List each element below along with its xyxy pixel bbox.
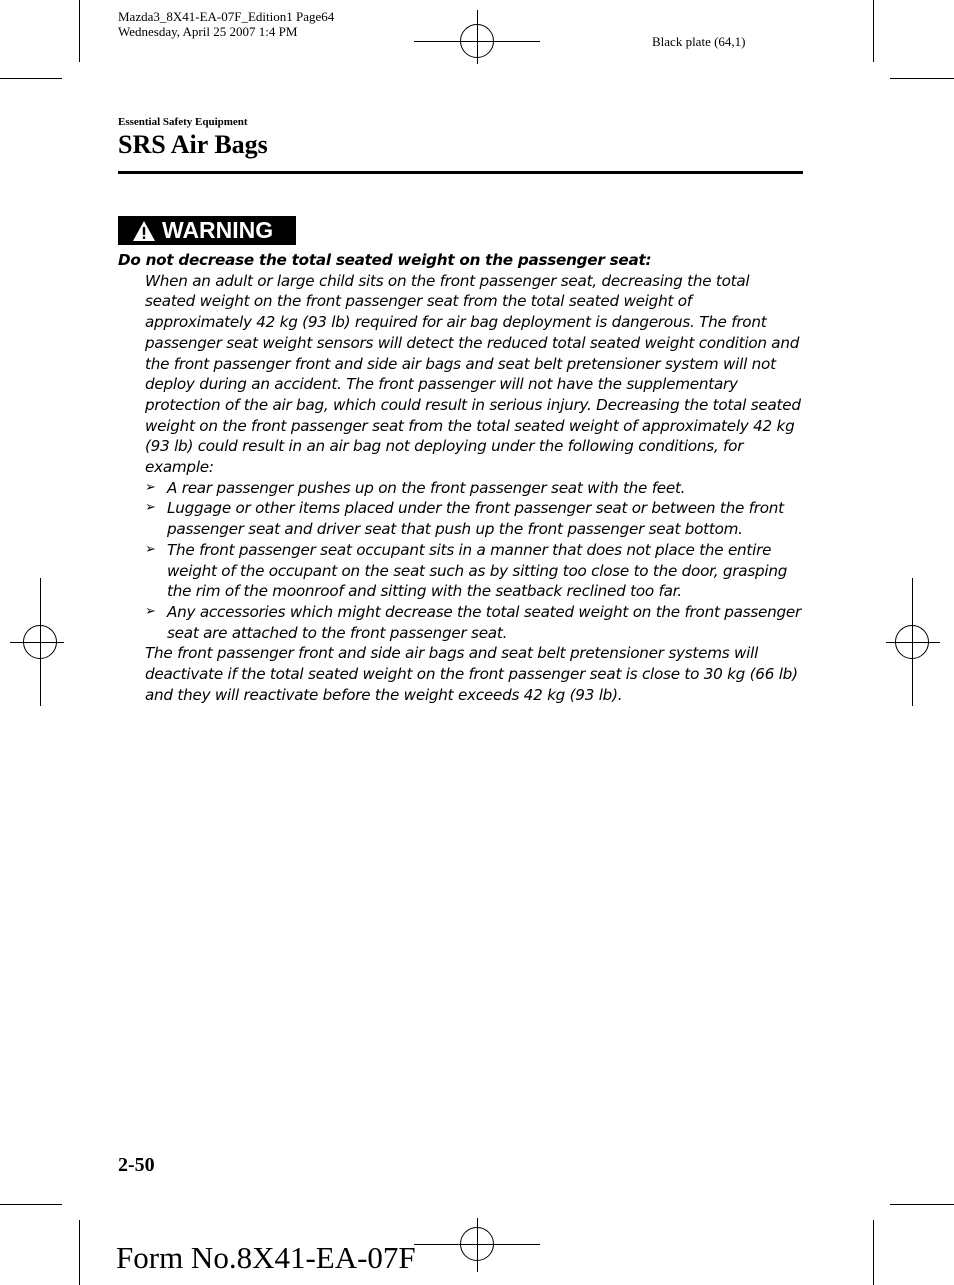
print-file-line: Mazda3_8X41-EA-07F_Edition1 Page64: [118, 9, 335, 24]
print-info: [118, 9, 334, 39]
list-item-text: The front passenger seat occupant sits in a manner that does not place the entire weight of the occupant on the seat such as by sitting too close to the door, grasping the rim of the moonroof and sitting with the seatback reclined too far.: [167, 540, 788, 601]
print-date-line: Wednesday, April 25 2007 1:4 PM: [118, 24, 298, 39]
list-item: [145, 478, 803, 499]
title-rule: [118, 171, 803, 174]
warning-label: WARNING: [162, 217, 274, 243]
plate-info: Black plate (64,1): [652, 34, 746, 49]
list-item: [145, 498, 803, 539]
page-number: 2-50: [118, 1154, 155, 1176]
list-item: [145, 540, 803, 602]
page-title: SRS Air Bags: [118, 130, 268, 159]
warning-lead: Do not decrease the total seated weight on the passenger seat:: [118, 251, 652, 269]
section-label: Essential Safety Equipment: [118, 116, 248, 128]
list-item-text: Any accessories which might decrease the total seated weight on the front passenger seat are attached to the front passenger seat.: [167, 602, 801, 642]
list-item-text: A rear passenger pushes up on the front passenger seat with the feet.: [167, 478, 686, 497]
warning-badge: [118, 216, 296, 245]
list-item: [145, 602, 803, 643]
form-number: Form No.8X41-EA-07F: [116, 1240, 416, 1275]
arrow-bullet-icon: ➢: [145, 541, 156, 557]
warning-body: [118, 250, 803, 705]
warning-paragraph: When an adult or large child sits on the front passenger seat, decreasing the total seated weight on the front passenger seat from the total seated weight of approximately 42 kg (93 lb) required for air bag deployment is dangerous. The front passenger seat weight sensors will detect the reduced total seated weight condition and the front passenger front and side air bags and seat belt pretensioner system will not deploy during an accident. The front passenger will not have the supplementary protection of the air bag, which could result in serious injury. Decreasing the total seated weight on the front passenger seat from the total seated weight of approximately 42 kg (93 lb) could result in an air bag not deploying under the following conditions, for example:: [145, 271, 801, 477]
arrow-bullet-icon: ➢: [145, 500, 156, 516]
arrow-bullet-icon: ➢: [145, 603, 156, 619]
condition-list: [118, 478, 803, 644]
warning-closing-paragraph: The front passenger front and side air bags and seat belt pretensioner systems will deactivate if the total seated weight on the front passenger seat is close to 30 kg (66 lb) and they will reactivate before the weight exceeds 42 kg (93 lb).: [145, 644, 798, 704]
arrow-bullet-icon: ➢: [145, 479, 156, 495]
list-item-text: Luggage or other items placed under the front passenger seat or between the front passenger seat and driver seat that push up the front passenger seat bottom.: [167, 499, 784, 539]
warning-triangle-icon: [132, 220, 156, 242]
